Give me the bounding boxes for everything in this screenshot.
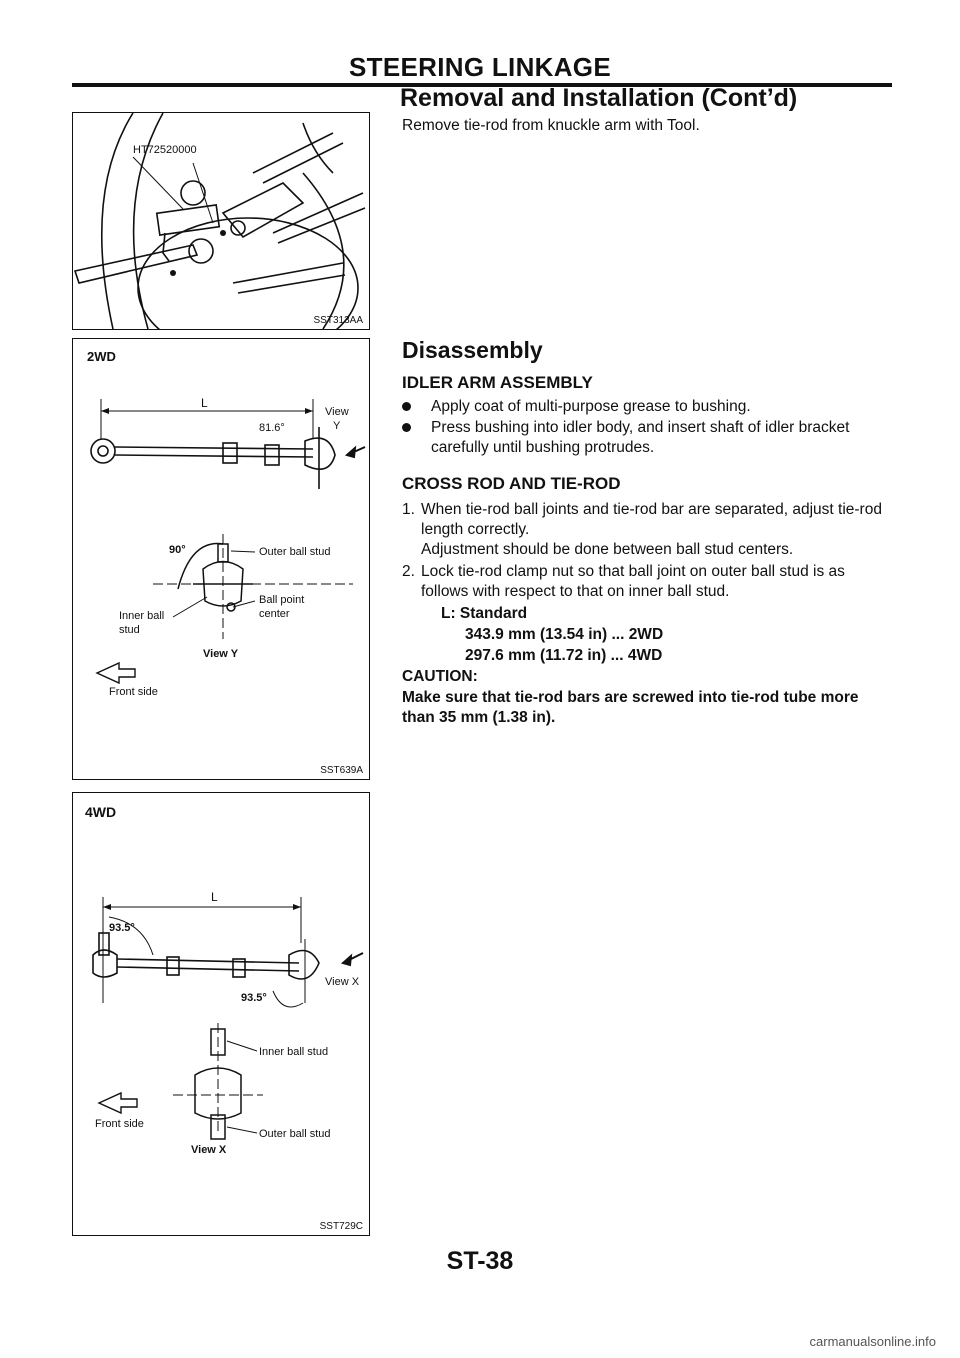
angle-81-label: 81.6° [259,422,285,434]
front-arrow-icon [99,1093,137,1113]
idler-arm-heading: IDLER ARM ASSEMBLY [402,373,593,392]
standard-label: L: Standard [441,605,528,622]
caution-label: CAUTION: [402,668,478,685]
figure-id: SST729C [319,1221,363,1232]
cross-rod-heading: CROSS ROD AND TIE-ROD [402,474,621,493]
bullet-icon [402,402,411,411]
front-side-label: Front side [109,686,158,698]
view-x-label: View X [325,976,360,988]
watermark: carmanualsonline.info [809,1334,936,1349]
view-y-caption: View Y [203,648,239,660]
inner-ball-stud-label: Inner ball [119,610,165,622]
inner-ball-stud-label: Inner ball stud [259,1046,329,1058]
ball-point-center-label: Ball point [259,594,305,606]
step-1-note: Adjustment should be done between ball stud centers. [421,541,794,558]
page-subtitle: Removal and Installation (Cont’d) [400,84,798,112]
angle-93b-label: 93.5° [241,992,267,1004]
front-side-label: Front side [95,1118,144,1130]
standard-2wd-value: 343.9 mm (13.54 in) ... 2WD [465,626,664,643]
front-arrow-icon [97,663,135,683]
figure-id: SST639A [320,765,363,776]
angle-93a-label: 93.5° [109,922,135,934]
caution-text: Make sure that tie-rod bars are screwed into tie-rod tube more than 35 mm (1.38 in). [402,689,859,726]
figure-2wd-linkage [72,338,370,780]
figure-label-2wd: 2WD [87,349,116,364]
bullet-icon [402,423,411,432]
svg-text:Y: Y [333,420,341,432]
standard-4wd-value: 297.6 mm (11.72 in) ... 4WD [465,647,663,664]
dimension-l-label: L [201,396,208,410]
angle-90-label: 90° [169,544,186,556]
figure-4wd-linkage [72,792,370,1236]
figure-label-4wd: 4WD [85,804,117,820]
view-y-label: View [325,406,349,418]
outer-ball-stud-label: Outer ball stud [259,546,331,558]
outer-ball-stud-label: Outer ball stud [259,1128,331,1140]
dimension-l-label: L [211,890,218,904]
intro-text: Remove tie-rod from knuckle arm with Tool. [402,117,700,134]
svg-text:center: center [259,608,290,620]
step-1: 1. When tie-rod ball joints and tie-rod bar are separated, adjust tie-rod length correctly. Adjustment should be done between ball stud centers. [402,500,894,560]
svg-text:stud: stud [119,624,140,636]
step-2: 2. Lock tie-rod clamp nut so that ball joint on outer ball stud is as follows with respect to that on inner ball stud. [402,563,845,600]
tool-callout-label: HT72520000 [133,144,197,156]
4wd-linkage-drawing [73,793,369,1235]
figure-id: SST313AA [313,315,363,326]
section-title: STEERING LINKAGE [349,52,611,82]
list-item: Press bushing into idler body, and insert shaft of idler bracket carefully until bushing protrudes. [402,418,892,458]
view-x-caption: View X [191,1144,227,1156]
2wd-linkage-drawing [73,339,369,779]
list-item: Apply coat of multi-purpose grease to bushing. [402,397,892,417]
tool-removal-drawing [73,113,369,329]
figure-tool-removal [72,112,370,330]
page-number: ST-38 [446,1247,514,1275]
disassembly-heading: Disassembly [402,337,543,363]
